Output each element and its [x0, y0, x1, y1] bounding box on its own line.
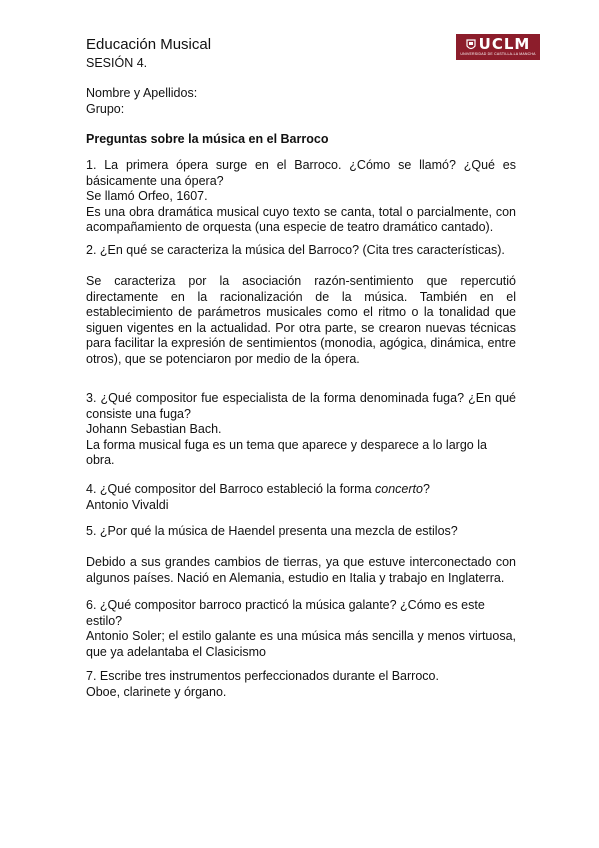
logo-subtitle: UNIVERSIDAD DE CASTILLA-LA MANCHA [460, 52, 536, 56]
answer-3-definition: La forma musical fuga es un tema que aparece y desparece a lo largo la obra. [86, 437, 487, 468]
answer-5-block [86, 555, 516, 586]
question-4 [86, 482, 516, 498]
group-field-label: Grupo: [86, 102, 125, 116]
question-6-block [86, 598, 516, 660]
question-4-suffix: ? [422, 482, 430, 496]
question-7-block [86, 669, 516, 700]
section-heading: Preguntas sobre la música en el Barroco [86, 132, 329, 146]
answer-5: Debido a sus grandes cambios de tierras, ya que estuve interconectado con algunos países. Nació en Alemania, estudio en Italia y trabajo en Inglaterra. [86, 555, 516, 585]
answer-3-composer: Johann Sebastian Bach. [86, 422, 222, 437]
answer-4: Antonio Vivaldi [86, 497, 169, 512]
university-seal-icon [466, 39, 476, 51]
answer-1-name: Se llamó Orfeo, 1607. [86, 189, 208, 204]
question-5-block [86, 524, 516, 540]
question-2: 2. ¿En qué se caracteriza la música del Barroco? (Cita tres características). [86, 243, 505, 257]
question-5: 5. ¿Por qué la música de Haendel presenta una mezcla de estilos? [86, 524, 458, 538]
answer-2-block [86, 274, 516, 368]
session-label: SESIÓN 4. [86, 56, 148, 70]
question-3: 3. ¿Qué compositor fue especialista de la forma denominada fuga? ¿En qué consiste una fuga? [86, 391, 516, 421]
answer-6: Antonio Soler; el estilo galante es una música más sencilla y menos virtuosa, que ya adelantaba el Clasicismo [86, 629, 516, 659]
question-1-block [86, 158, 516, 236]
course-title: Educación Musical [86, 36, 212, 53]
question-6: 6. ¿Qué compositor barroco practicó la música galante? ¿Cómo es este estilo? [86, 598, 485, 628]
question-4-block [86, 482, 516, 513]
answer-2: Se caracteriza por la asociación razón-sentimiento que repercutió directamente en la racionalización de la música. También en el establecimiento de parámetros musicales como el ritmo o la tonalidad que siguen vigentes en la actualidad. Por otra parte, se crearon nuevas técnicas para facilitar la expresión de sentimientos (monodia, agógica, dinámica, entre otros), que se potenciaron por medio de la ópera. [86, 274, 516, 366]
question-7: 7. Escribe tres instrumentos perfeccionados durante el Barroco. [86, 669, 439, 683]
question-2-block [86, 243, 516, 259]
name-field-label: Nombre y Apellidos: [86, 86, 198, 100]
logo-text: UCLM [478, 35, 531, 53]
question-4-prefix: 4. ¿Qué compositor del Barroco estableció la forma [86, 482, 376, 496]
answer-1-definition: Es una obra dramática musical cuyo texto se canta, total o parcialmente, con acompañamiento de orquesta (una especie de teatro dramático cantado). [86, 204, 516, 235]
answer-7: Oboe, clarinete y órgano. [86, 684, 227, 699]
question-1: 1. La primera ópera surge en el Barroco. ¿Cómo se llamó? ¿Qué es básicamente una ópera? [86, 158, 516, 188]
question-3-block [86, 391, 516, 469]
uclm-logo [456, 34, 540, 60]
question-4-term: concerto [375, 482, 423, 496]
